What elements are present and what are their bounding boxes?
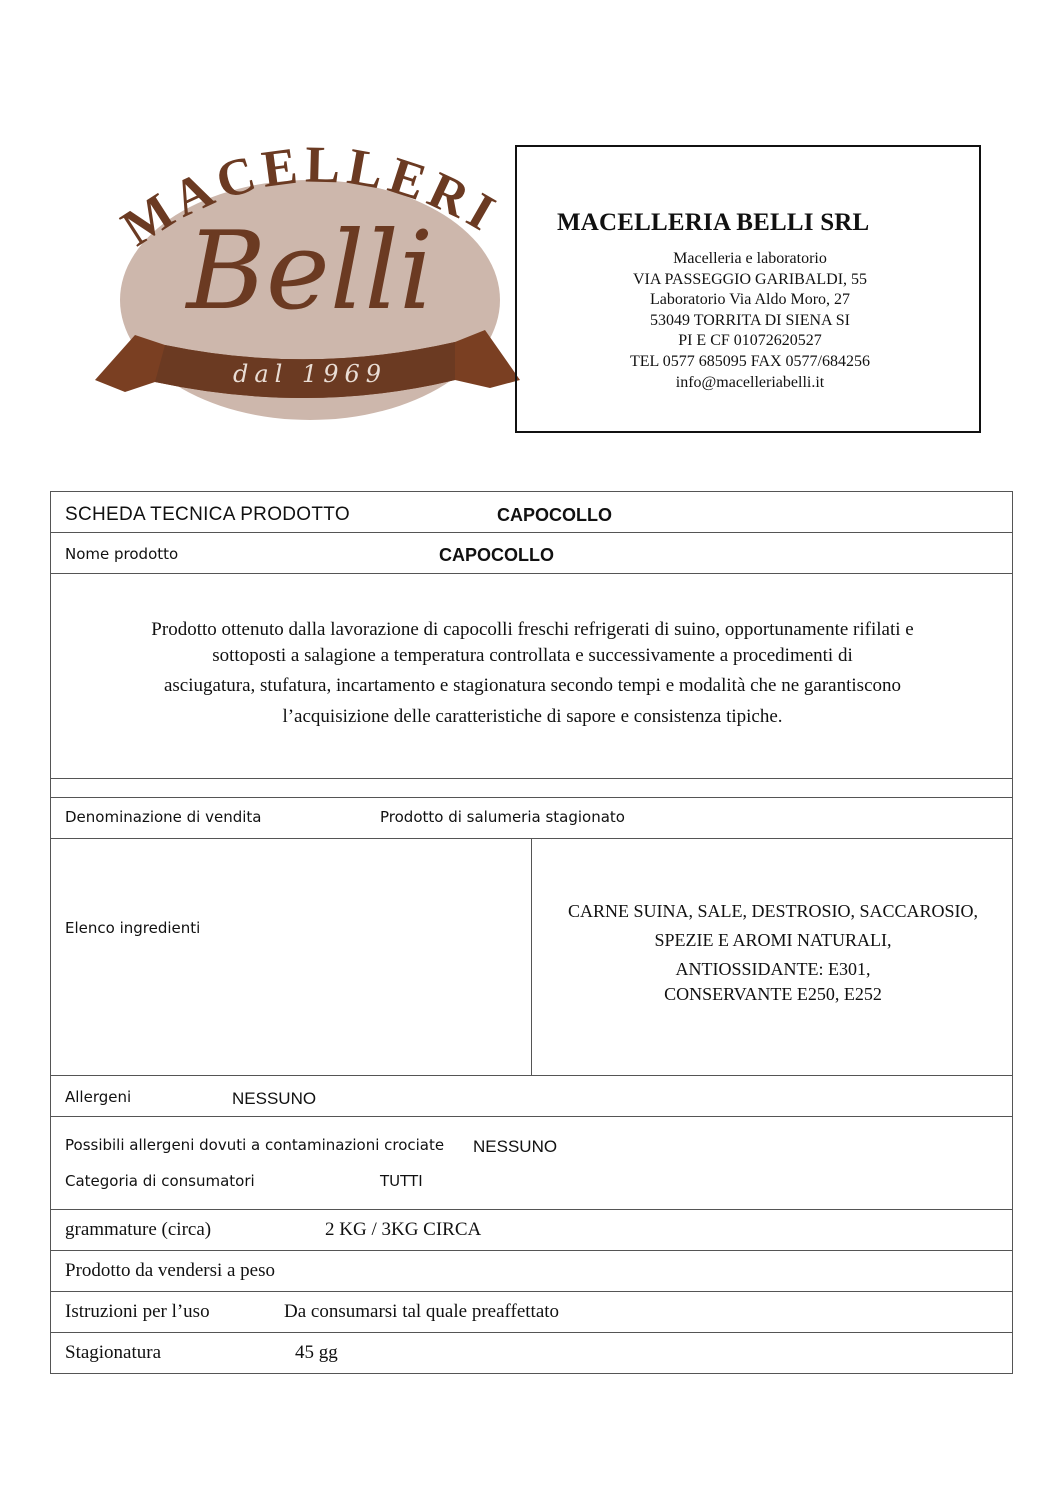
ingredients-label: Elenco ingredienti (65, 919, 201, 937)
company-line-activity: Macelleria e laboratorio (673, 250, 827, 267)
sale-name-row (50, 797, 1013, 839)
logo-arc-text: MACELLERI (112, 136, 510, 258)
company-line-lab-address: Laboratorio Via Aldo Moro, 27 (649, 291, 851, 309)
company-line-city: 53049 TORRITA DI SIENA SI (650, 311, 850, 329)
weights-row (50, 1209, 1013, 1251)
company-info-box (515, 145, 981, 433)
usage-row (50, 1291, 1013, 1333)
weights-value: 2 KG / 3KG CIRCA (325, 1219, 482, 1240)
ingredients-line: CONSERVANTE E250, E252 (664, 984, 882, 1004)
description-line: asciugatura, stufatura, incartamento e stagionatura secondo tempi e modalità che ne garantiscono (163, 675, 902, 696)
logo-script-text: Belli (186, 209, 434, 334)
aging-value: 45 gg (295, 1342, 338, 1363)
usage-value: Da consumarsi tal quale preaffettato (284, 1301, 560, 1322)
aging-row (50, 1332, 1013, 1374)
allergens-label: Allergeni (65, 1088, 132, 1106)
sheet-header-row (50, 491, 1013, 533)
consumers-label: Categoria di consumatori (65, 1172, 255, 1190)
company-line-email[interactable]: info@macelleriabelli.it (675, 373, 825, 391)
cross-contamination-row (50, 1116, 1013, 1210)
ingredients-line: CARNE SUINA, SALE, DESTROSIO, SACCAROSIO, (567, 901, 979, 921)
logo-ribbon-text: dal 1969 (232, 360, 388, 388)
consumers-value: TUTTI (380, 1172, 423, 1190)
ingredients-row (50, 838, 1013, 1076)
company-line-vat: PI E CF 01072620527 (678, 332, 822, 350)
ingredients-list (532, 901, 1014, 1009)
description-line: Prodotto ottenuto dalla lavorazione di capocolli freschi refrigerati di suino, opportunamente rifilati e (151, 619, 914, 640)
company-details (517, 249, 983, 393)
company-logo (95, 130, 525, 430)
sheet-header-value: CAPOCOLLO (497, 505, 612, 525)
logo-graphic (95, 130, 525, 430)
usage-label: Istruzioni per l’uso (65, 1301, 210, 1322)
sold-by-weight-row (50, 1250, 1013, 1292)
sold-by-weight-text: Prodotto da vendersi a peso (65, 1260, 276, 1281)
company-line-address: VIA PASSEGGIO GARIBALDI, 55 (632, 270, 868, 288)
sale-name-value: Prodotto di salumeria stagionato (380, 808, 625, 826)
product-name-row (50, 532, 1013, 574)
spacer-row (50, 778, 1013, 798)
cross-contamination-value: NESSUNO (473, 1137, 558, 1156)
cross-contamination-label: Possibili allergeni dovuti a contaminazioni crociate (65, 1136, 445, 1154)
company-name: MACELLERIA BELLI SRL (557, 209, 870, 236)
product-name-label: Nome prodotto (65, 545, 179, 563)
sheet-header-label: SCHEDA TECNICA PRODOTTO (65, 504, 350, 525)
aging-label: Stagionatura (65, 1342, 162, 1363)
allergens-value: NESSUNO (232, 1089, 317, 1108)
description-row (50, 573, 1013, 779)
product-description (51, 619, 1014, 734)
ingredients-line: SPEZIE E AROMI NATURALI, (654, 930, 892, 950)
weights-label: grammature (circa) (65, 1219, 212, 1240)
allergens-row (50, 1075, 1013, 1117)
ingredients-line: ANTIOSSIDANTE: E301, (675, 959, 871, 979)
company-line-phone-fax: TEL 0577 685095 FAX 0577/684256 (630, 352, 870, 370)
sale-name-label: Denominazione di vendita (65, 808, 262, 826)
description-line: l’acquisizione delle caratteristiche di sapore e consistenza tipiche. (282, 706, 783, 727)
product-name-value: CAPOCOLLO (439, 545, 554, 565)
description-line: sottoposti a salagione a temperatura controllata e successivamente a procedimenti di (212, 645, 853, 666)
